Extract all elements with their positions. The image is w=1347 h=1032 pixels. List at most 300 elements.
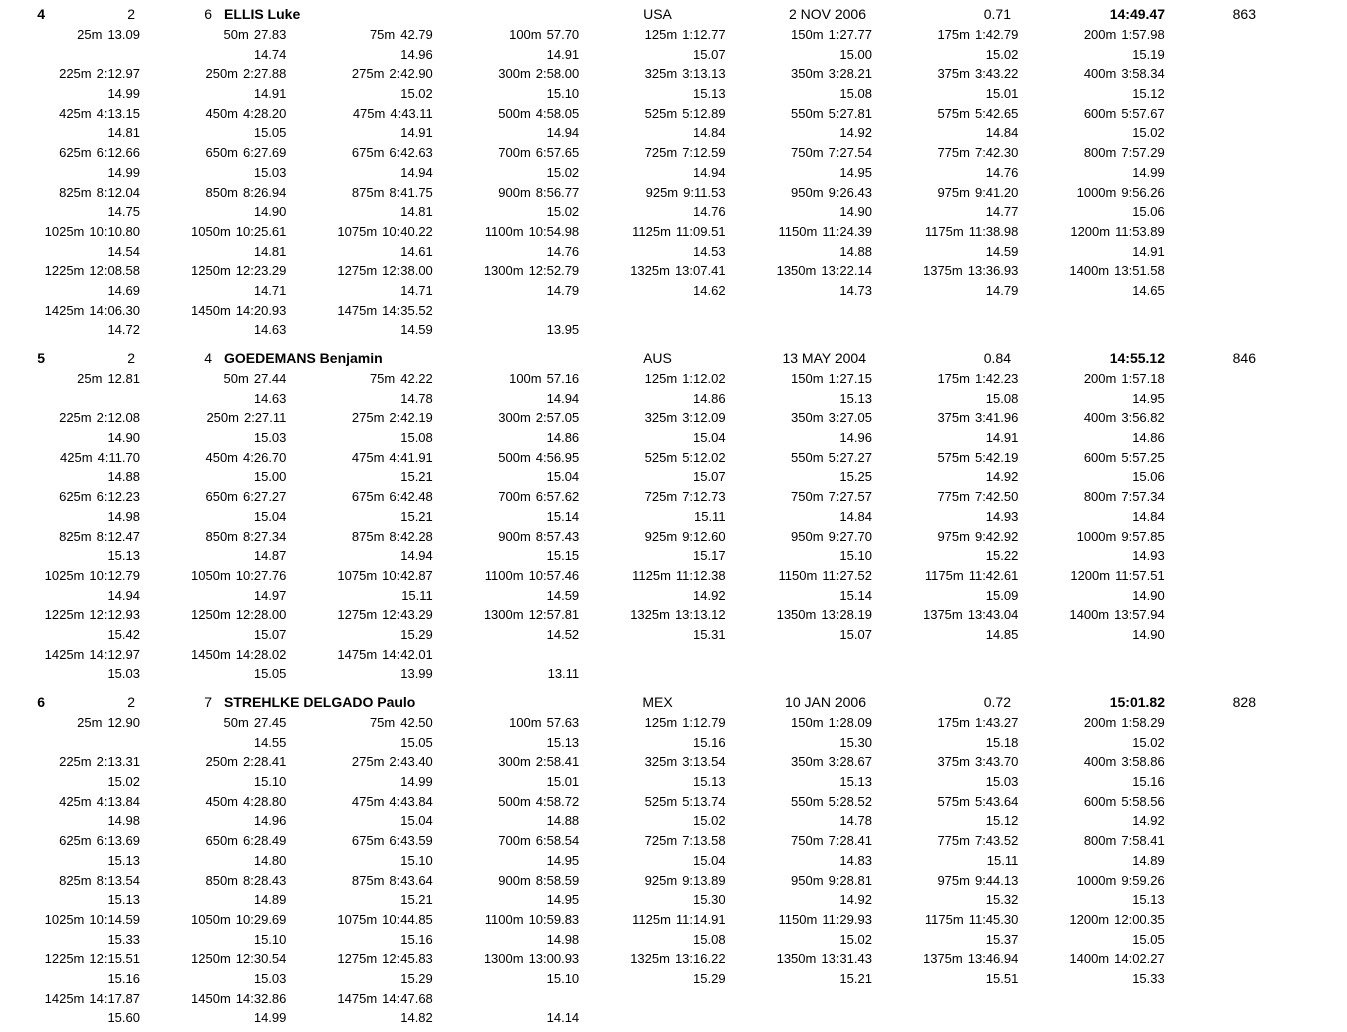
split-time: 8:43.64 — [389, 872, 433, 888]
split-cell — [726, 183, 872, 203]
split-cell — [433, 25, 579, 45]
lap-row — [0, 625, 1347, 645]
lap-time: 15.12 — [1132, 86, 1165, 102]
split-cell — [1018, 222, 1164, 242]
lap-time: 14.86 — [1132, 430, 1165, 446]
split-cell — [0, 487, 140, 507]
split-time: 5:13.74 — [682, 793, 726, 809]
swimmer-result-block — [0, 4, 1347, 340]
lap-time: 15.16 — [107, 970, 140, 986]
lap-time: 14.95 — [1132, 390, 1165, 406]
lap-time: 15.04 — [693, 430, 726, 446]
lap-time: 14.94 — [693, 164, 726, 180]
nation-code: AUS — [643, 350, 672, 366]
split-distance: 425m — [59, 793, 92, 809]
lap-time: 14.76 — [985, 164, 1019, 180]
split-distance: 325m — [644, 66, 678, 82]
split-time: 8:27.34 — [243, 528, 287, 544]
split-time: 2:12.08 — [96, 410, 140, 426]
split-time: 2:42.90 — [389, 66, 433, 82]
split-distance: 1200m — [1069, 911, 1110, 927]
split-time: 12:23.29 — [235, 263, 287, 279]
split-cell — [433, 605, 579, 625]
split-row — [0, 605, 1347, 625]
lap-row — [0, 507, 1347, 527]
split-time: 5:43.64 — [974, 793, 1019, 809]
lap-time: 15.00 — [253, 469, 287, 485]
split-cell — [433, 487, 579, 507]
split-cell — [0, 408, 140, 428]
lap-time: 14.75 — [107, 204, 140, 220]
lap-time — [726, 320, 872, 340]
split-cell — [0, 871, 140, 891]
lap-time: 15.33 — [1132, 970, 1165, 986]
split-cell — [0, 605, 140, 625]
points: 828 — [1232, 694, 1256, 710]
split-time: 7:57.29 — [1121, 145, 1165, 161]
lap-time: 15.04 — [253, 508, 287, 524]
split-distance: 1325m — [630, 607, 670, 623]
lap-time: 14.59 — [546, 587, 580, 603]
split-time: 11:27.52 — [822, 567, 872, 583]
split-cell — [1018, 871, 1164, 891]
split-time: 11:12.38 — [675, 567, 726, 583]
split-distance: 175m — [937, 27, 970, 42]
lap-time: 14.54 — [107, 243, 140, 259]
split-time: 6:13.69 — [96, 833, 140, 849]
split-time: 5:27.27 — [828, 449, 872, 465]
split-time: 14:35.52 — [382, 302, 433, 318]
split-time: 2:43.40 — [389, 754, 433, 770]
lap-time: 14.76 — [546, 243, 580, 259]
split-cell — [0, 261, 140, 281]
lap-time: 15.11 — [401, 587, 433, 603]
split-time: 5:28.52 — [828, 793, 872, 809]
split-cell — [433, 989, 579, 1009]
lap-time: 15.29 — [693, 970, 726, 986]
lap-time: 15.08 — [693, 931, 726, 947]
lap-time: 14.96 — [400, 46, 433, 62]
split-time: 6:12.66 — [96, 145, 140, 161]
split-time: 7:13.58 — [682, 833, 726, 849]
lap-time: 14.81 — [253, 243, 287, 259]
split-time: 11:53.89 — [1115, 223, 1165, 239]
split-distance: 775m — [937, 145, 970, 161]
split-time: 4:58.05 — [535, 105, 580, 121]
lap-time — [872, 1008, 1018, 1028]
split-distance: 550m — [791, 105, 824, 121]
split-distance: 175m — [937, 715, 970, 730]
split-distance: 1125m — [632, 567, 671, 583]
split-cell — [433, 143, 579, 163]
split-time: 2:58.00 — [535, 66, 580, 82]
split-time: 9:11.53 — [683, 184, 726, 200]
split-cell — [140, 448, 286, 468]
split-cell — [433, 527, 579, 547]
lap-time: 14.95 — [546, 852, 580, 868]
split-cell — [1018, 527, 1164, 547]
split-cell — [286, 408, 432, 428]
split-cell — [0, 831, 140, 851]
lap-time: 15.13 — [546, 734, 580, 750]
lap-time: 15.32 — [985, 892, 1019, 908]
split-distance: 850m — [205, 528, 239, 544]
lap-time: 14.59 — [400, 322, 433, 338]
lap-time: 14.98 — [107, 508, 140, 524]
split-distance: 1350m — [776, 263, 817, 279]
split-distance: 225m — [59, 410, 92, 426]
result-header-row — [0, 348, 1347, 369]
lap-time: 14.81 — [107, 125, 140, 141]
split-cell — [140, 910, 286, 930]
split-cell — [140, 645, 286, 665]
split-row — [0, 104, 1347, 124]
split-distance: 1075m — [337, 567, 378, 583]
split-cell — [0, 910, 140, 930]
split-row — [0, 831, 1347, 851]
split-cell — [579, 527, 725, 547]
split-cell — [726, 369, 872, 389]
split-distance: 950m — [791, 872, 824, 888]
split-cell — [579, 369, 725, 389]
split-time: 27.83 — [253, 27, 287, 42]
lap-time: 14.85 — [985, 626, 1019, 642]
split-cell — [726, 301, 872, 321]
split-time: 5:42.19 — [974, 449, 1019, 465]
split-time: 6:27.27 — [243, 489, 287, 505]
split-cell — [726, 989, 872, 1009]
lap-time: 14.91 — [1132, 243, 1165, 259]
split-time: 7:28.41 — [828, 833, 872, 849]
split-time: 9:57.85 — [1121, 528, 1165, 544]
lap-time: 14.65 — [1132, 282, 1165, 298]
split-time: 1:58.29 — [1121, 715, 1165, 730]
lap-time: 15.13 — [1132, 892, 1165, 908]
split-distance: 1175m — [924, 567, 964, 583]
lap-time: 14.92 — [1132, 813, 1165, 829]
split-distance: 1175m — [924, 911, 964, 927]
split-distance: 1125m — [632, 911, 671, 927]
split-cell — [726, 605, 872, 625]
split-time: 10:27.76 — [235, 567, 287, 583]
lap-time: 14.88 — [839, 243, 872, 259]
lap-time — [1018, 320, 1164, 340]
split-distance: 175m — [937, 371, 970, 386]
lap-row — [0, 45, 1347, 65]
split-cell — [872, 752, 1018, 772]
lap-time: 15.09 — [985, 587, 1019, 603]
lap-time: 14.78 — [400, 390, 433, 406]
lap-time: 15.17 — [693, 548, 726, 564]
split-distance: 525m — [644, 449, 678, 465]
lap-time: 15.04 — [546, 469, 580, 485]
split-time: 57.16 — [546, 371, 580, 386]
split-distance: 125m — [644, 371, 678, 386]
split-time: 13:28.19 — [821, 607, 872, 623]
split-row — [0, 261, 1347, 281]
swimmer-name: STREHLKE DELGADO Paulo — [224, 694, 416, 710]
split-distance: 1325m — [630, 951, 670, 967]
lap-row — [0, 772, 1347, 792]
split-distance: 200m — [1083, 371, 1117, 386]
lap-time — [0, 733, 140, 753]
split-cell — [140, 25, 286, 45]
split-time: 5:57.67 — [1121, 105, 1165, 121]
split-time: 8:41.75 — [389, 184, 433, 200]
split-cell — [433, 910, 579, 930]
split-time: 6:57.65 — [535, 145, 580, 161]
lap-time: 14.80 — [253, 852, 287, 868]
split-cell — [872, 261, 1018, 281]
split-distance: 1225m — [44, 951, 85, 967]
lap-row — [0, 969, 1347, 989]
lap-time — [726, 1008, 872, 1028]
split-distance: 800m — [1083, 489, 1117, 505]
split-time: 10:14.59 — [89, 911, 140, 927]
split-distance: 100m — [509, 715, 542, 730]
split-cell — [726, 64, 872, 84]
split-distance: 700m — [498, 833, 531, 849]
split-distance: 900m — [498, 872, 531, 888]
split-cell — [0, 222, 140, 242]
split-distance: 1400m — [1069, 951, 1110, 967]
split-distance: 350m — [791, 754, 824, 770]
split-cell — [872, 408, 1018, 428]
split-time: 14:02.27 — [1114, 951, 1165, 967]
split-distance: 1275m — [337, 951, 378, 967]
lap-time: 15.03 — [985, 774, 1019, 790]
split-cell — [433, 448, 579, 468]
split-distance: 1275m — [337, 263, 378, 279]
lap-time: 15.18 — [985, 734, 1019, 750]
split-cell — [579, 183, 725, 203]
split-distance: 50m — [223, 715, 249, 730]
split-distance: 800m — [1083, 145, 1117, 161]
split-cell — [579, 487, 725, 507]
split-time: 2:57.05 — [535, 410, 580, 426]
split-distance: 300m — [498, 754, 531, 770]
split-time: 4:43.11 — [390, 105, 433, 121]
split-cell — [726, 566, 872, 586]
split-time: 11:45.30 — [968, 911, 1019, 927]
lap-time: 14.77 — [985, 204, 1019, 220]
split-cell — [726, 910, 872, 930]
split-cell — [0, 301, 140, 321]
lap-time: 14.84 — [1132, 508, 1165, 524]
lap-time: 14.94 — [400, 548, 433, 564]
split-distance: 1275m — [337, 607, 378, 623]
split-time: 2:27.11 — [243, 410, 287, 426]
lap-time: 15.30 — [839, 734, 872, 750]
split-distance: 425m — [59, 105, 92, 121]
split-time: 27.45 — [253, 715, 287, 730]
split-distance: 100m — [509, 27, 542, 42]
split-distance: 1475m — [337, 646, 378, 662]
split-cell — [140, 527, 286, 547]
lap-time: 15.08 — [839, 86, 872, 102]
split-time: 2:27.88 — [243, 66, 287, 82]
lap-time: 15.15 — [546, 548, 580, 564]
heat-number: 2 — [127, 350, 135, 366]
split-cell — [726, 25, 872, 45]
split-distance: 1100m — [484, 911, 524, 927]
split-time: 6:28.49 — [243, 833, 287, 849]
lap-time: 15.01 — [985, 86, 1019, 102]
split-distance: 825m — [59, 872, 92, 888]
split-cell — [1018, 301, 1164, 321]
lane-number: 7 — [204, 694, 212, 710]
split-cell — [286, 831, 432, 851]
split-time: 10:25.61 — [235, 223, 287, 239]
split-distance: 1375m — [922, 951, 963, 967]
lap-time — [579, 664, 725, 684]
split-cell — [0, 752, 140, 772]
lap-time: 14.97 — [253, 587, 287, 603]
lap-time: 14.93 — [1132, 548, 1165, 564]
lap-time: 14.69 — [107, 282, 140, 298]
swimmer-name: GOEDEMANS Benjamin — [224, 350, 383, 366]
split-time: 9:28.81 — [828, 872, 872, 888]
split-cell — [579, 792, 725, 812]
lap-time: 14.99 — [107, 86, 140, 102]
split-row — [0, 222, 1347, 242]
split-cell — [1018, 910, 1164, 930]
lap-time: 14.90 — [1132, 587, 1165, 603]
split-distance: 550m — [791, 793, 824, 809]
split-time: 2:13.31 — [96, 754, 140, 770]
split-cell — [1018, 792, 1164, 812]
lap-time — [1018, 1008, 1164, 1028]
split-cell — [579, 104, 725, 124]
split-cell — [286, 25, 432, 45]
split-row — [0, 566, 1347, 586]
split-distance: 225m — [59, 754, 92, 770]
split-distance: 275m — [351, 754, 385, 770]
split-time: 9:13.89 — [682, 872, 726, 888]
lap-time: 14.55 — [253, 734, 287, 750]
split-time: 14:17.87 — [89, 990, 140, 1006]
split-distance: 100m — [509, 371, 542, 386]
reaction-time: 0.84 — [983, 350, 1011, 366]
split-cell — [579, 910, 725, 930]
lap-time: 15.14 — [546, 508, 580, 524]
lap-time: 14.78 — [839, 813, 872, 829]
split-distance: 400m — [1083, 754, 1117, 770]
lap-time: 14.71 — [400, 282, 433, 298]
swimmer-name: ELLIS Luke — [224, 6, 301, 22]
split-cell — [872, 301, 1018, 321]
lap-time: 15.10 — [546, 970, 580, 986]
lap-time: 14.90 — [1132, 626, 1165, 642]
split-distance: 1250m — [191, 951, 231, 967]
split-cell — [140, 261, 286, 281]
lap-time: 15.03 — [253, 164, 287, 180]
split-distance: 775m — [937, 833, 970, 849]
split-distance: 675m — [351, 145, 385, 161]
lap-time: 13.99 — [400, 666, 433, 682]
split-distance: 1100m — [484, 223, 524, 239]
split-distance: 475m — [352, 105, 386, 121]
split-cell — [872, 989, 1018, 1009]
split-cell — [140, 104, 286, 124]
lap-time: 15.04 — [400, 813, 433, 829]
split-distance: 1375m — [922, 607, 963, 623]
lap-time: 15.03 — [107, 666, 140, 682]
split-cell — [140, 752, 286, 772]
split-cell — [0, 25, 140, 45]
split-distance: 700m — [498, 489, 531, 505]
split-cell — [579, 25, 725, 45]
lap-time: 15.29 — [400, 626, 433, 642]
split-time: 27.44 — [253, 371, 287, 386]
lap-time: 14.14 — [546, 1010, 580, 1026]
split-distance: 150m — [791, 371, 824, 386]
split-cell — [872, 369, 1018, 389]
split-distance: 1450m — [191, 646, 231, 662]
split-time: 13:07.41 — [674, 263, 726, 279]
split-time: 11:57.51 — [1115, 567, 1165, 583]
split-distance: 1425m — [44, 302, 85, 318]
split-distance: 725m — [644, 145, 678, 161]
lap-time: 15.31 — [693, 626, 726, 642]
lap-time: 15.11 — [986, 852, 1019, 868]
split-cell — [579, 566, 725, 586]
lap-time: 15.07 — [693, 469, 726, 485]
split-time: 42.50 — [400, 715, 433, 730]
lap-time: 14.96 — [839, 430, 872, 446]
lap-time: 14.94 — [546, 390, 580, 406]
split-distance: 1150m — [778, 911, 818, 927]
lap-time: 14.94 — [107, 587, 140, 603]
lap-time: 14.88 — [107, 469, 140, 485]
split-cell — [872, 713, 1018, 733]
lap-time: 15.08 — [400, 430, 433, 446]
split-distance: 400m — [1083, 66, 1117, 82]
lap-time: 15.02 — [985, 46, 1019, 62]
split-cell — [140, 301, 286, 321]
split-cell — [1018, 143, 1164, 163]
lap-row — [0, 1008, 1347, 1028]
split-cell — [0, 645, 140, 665]
split-cell — [286, 487, 432, 507]
split-time: 42.79 — [400, 27, 433, 42]
split-distance: 675m — [351, 489, 385, 505]
split-cell — [579, 261, 725, 281]
split-time: 7:42.50 — [974, 489, 1019, 505]
split-time: 3:13.54 — [682, 754, 726, 770]
split-time: 13.09 — [107, 27, 140, 42]
split-cell — [140, 408, 286, 428]
split-cell — [872, 910, 1018, 930]
split-distance: 625m — [59, 145, 92, 161]
lap-time: 15.10 — [400, 852, 433, 868]
split-cell — [433, 64, 579, 84]
split-time: 13:16.22 — [674, 951, 726, 967]
split-distance: 1025m — [44, 223, 85, 239]
split-time: 5:57.25 — [1121, 449, 1165, 465]
split-cell — [579, 64, 725, 84]
split-time: 9:12.60 — [682, 528, 726, 544]
lap-time: 15.21 — [400, 508, 433, 524]
final-time: 15:01.82 — [1109, 694, 1165, 710]
split-cell — [1018, 25, 1164, 45]
lap-time: 15.01 — [546, 774, 580, 790]
split-distance: 75m — [369, 27, 396, 42]
split-distance: 1025m — [44, 911, 85, 927]
points: 846 — [1232, 350, 1256, 366]
split-time: 6:42.48 — [389, 489, 433, 505]
lane-number: 4 — [204, 350, 212, 366]
